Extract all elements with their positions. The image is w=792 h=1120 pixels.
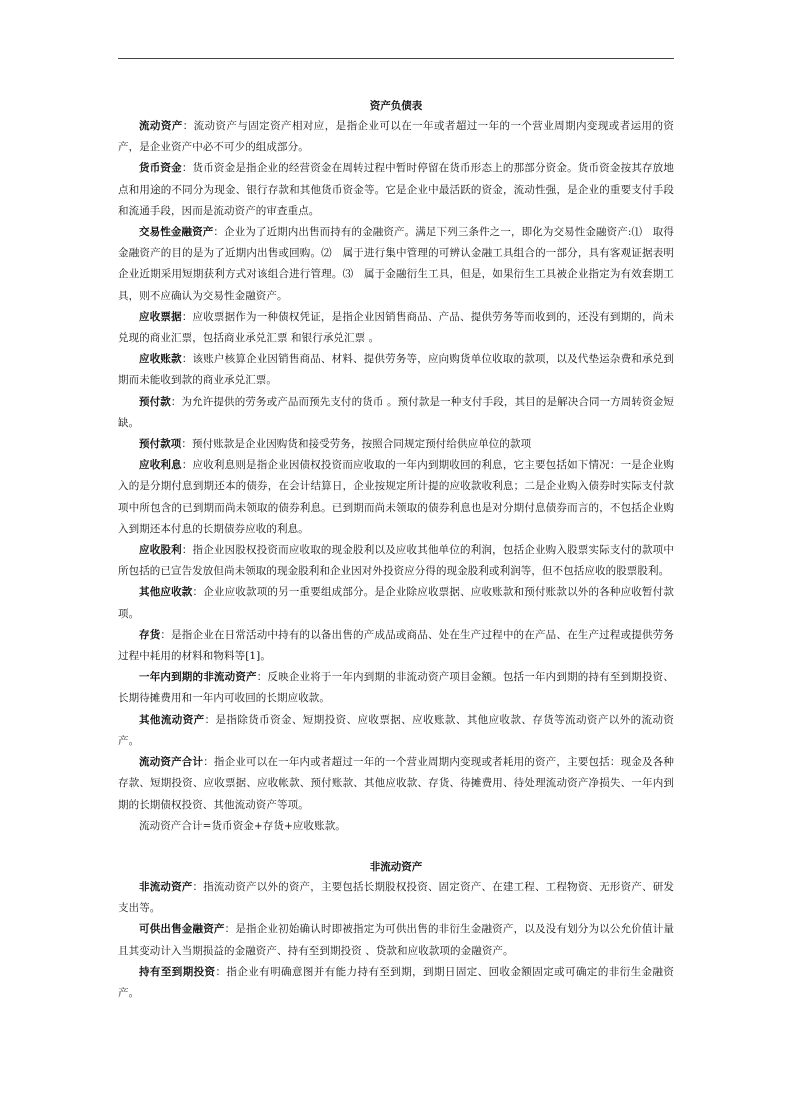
paragraph (118, 158, 674, 222)
term: 流动资产 (139, 120, 183, 132)
definition: ：反映企业将于一年内到期的非流动资产项目金额。包括一年内到期的持有至到期投资、长期待摊费用和一年内可收回的长期应收款。 (118, 671, 674, 705)
term: 应收利息 (139, 459, 182, 472)
paragraph (118, 962, 674, 1004)
term: 可供出售金融资产 (139, 923, 225, 936)
term: 应收账款 (139, 353, 182, 366)
definition: ：该账户核算企业因销售商品、材料、提供劳务等，应向购货单位收取的款项，以及代垫运杂费和承兑到期而未能收到款的商业承兑汇票。 (118, 353, 674, 387)
definition: ：应收票据作为一种债权凭证，是指企业因销售商品、产品、提供劳务等而收到的，还没有到期的，尚未兑现的商业汇票，包括商业承兑汇票 和银行承兑汇票 。 (118, 310, 674, 345)
section-title-balance-sheet: 资产负债表 (369, 100, 423, 112)
paragraph (118, 349, 674, 391)
paragraph (118, 392, 674, 434)
term: 一年内到期的非流动资产 (139, 671, 257, 684)
paragraph (118, 919, 674, 961)
document-page (118, 96, 674, 1004)
paragraph (118, 222, 674, 307)
formula: 流动资产合计=货币资金+存货+应收账款。 (139, 819, 346, 832)
paragraph (118, 710, 674, 752)
definition: ：为允许提供的劳务或产品而预先支付的货币 。预付款是一种支付手段，其目的是解决合同一方周转资金短缺。 (118, 395, 674, 429)
paragraph (118, 752, 674, 816)
definition: ：企业为了近期内出售而持有的金融资产。满足下列三条件之一，即化为交易性金融资产:⑴ 取得金融资产的目的是为了近期内出售或回购。⑵ 属于进行集中管理的可辨认金融工具组合的一部分，具有客观证据表明企业近期采用短期获利方式对该组合进行管理。⑶ 属于金融衍生工具，但是，如果衍生工具被企业指定为有效套期工具，则不应确认为交易性金融资产。 (118, 226, 674, 302)
definition: ：预付账款是企业因购货和接受劳务，按照合同规定预付给供应单位的款项 (181, 438, 532, 451)
paragraph (118, 582, 674, 624)
term: 其他流动资产 (139, 713, 205, 726)
definition: ：指流动资产以外的资产，主要包括长期股权投资、固定资产、在建工程、工程物资、无形资产、研发支出等。 (118, 880, 675, 915)
term: 持有至到期投资 (139, 965, 216, 978)
definition: ：应收利息则是指企业因债权投资而应收取的一年内到期收回的利息，它主要包括如下情况：一是企业购入的是分期付息到期还本的债券，在会计结算日，企业按规定所计提的应收款收利息；二是企业购入债券时实际支付款项中所包含的已到期而尚未领取的债券利息。已到期而尚未领取的债券利息也是对分期付息债券而言的，不包括企业购入到期还本付息的长期债券应收的利息。 (118, 459, 674, 535)
formula-paragraph (118, 816, 674, 837)
definition: ：指企业有明确意图并有能力持有至到期，到期日固定、回收金额固定或可确定的非衍生金融资产。 (118, 965, 675, 999)
definition: ：企业应收款项的另一重要组成部分。是企业除应收票据、应收账款和预付账款以外的各种应收暂付款项。 (118, 586, 675, 620)
paragraph (118, 116, 674, 158)
header-rule (118, 58, 674, 59)
section-title-non-current-assets: 非流动资产 (369, 860, 423, 873)
paragraph (118, 540, 674, 582)
definition: ：指企业可以在一年内或者超过一年的一个营业周期内变现或者耗用的资产，主要包括：现金及各种存款、短期投资、应收票据、应收帐款、预付账款、其他应收款、存货、待摊费用、待处理流动资产净损失、一年内到期的长期债权投资、其他流动资产等项。 (118, 756, 674, 811)
definition: ：是指除货币资金、短期投资、应收票据、应收账款、其他应收款、存货等流动资产以外的流动资产。 (118, 713, 674, 747)
definition: ：流动资产与固定资产相对应，是指企业可以在一年或者超过一年的一个营业周期内变现或者运用的资产，是企业资产中必不可少的组成部分。 (118, 120, 674, 154)
term: 预付款项 (139, 438, 182, 451)
paragraph (118, 434, 674, 455)
term: 预付款 (139, 395, 171, 408)
definition: ：指企业因股权投资而应收取的现金股利以及应收其他单位的利润，包括企业购入股票实际支付的款项中所包括的已宣告发放但尚未领取的现金股利和企业因对外投资应分得的现金股利或利润等，但不包括应收的股票股利。 (118, 544, 674, 578)
definition: ：是指企业初始确认时即被指定为可供出售的非衍生金融资产，以及没有划分为以公允价值计量且其变动计入当期损益的金融资产、持有至到期投资 、贷款和应收款项的金融资产。 (118, 923, 674, 957)
term: 非流动资产 (139, 880, 193, 893)
term: 应收票据 (139, 310, 182, 323)
term: 流动资产合计 (139, 756, 204, 769)
paragraph (118, 625, 674, 667)
term: 应收股利 (139, 544, 182, 557)
paragraph (118, 667, 674, 709)
paragraph (118, 307, 674, 349)
term: 货币资金 (139, 162, 182, 175)
term: 其他应收款 (139, 586, 193, 599)
definition: ：是指企业在日常活动中持有的以备出售的产成品或商品、处在生产过程中的在产品、在生产过程或提供劳务过程中耗用的材料和物料等[1]。 (118, 628, 674, 663)
paragraph (118, 455, 674, 540)
definition: ：货币资金是指企业的经营资金在周转过程中暂时停留在货币形态上的那部分资金。货币资金按其存放地点和用途的不同分为现金、银行存款和其他货币资金等。它是企业中最活跃的资金，流动性强，是企业的重要支付手段和流通手段，因而是流动资产的审查重点。 (118, 162, 674, 217)
term: 存货 (139, 628, 161, 641)
paragraph (118, 877, 674, 919)
term: 交易性金融资产 (139, 226, 214, 239)
